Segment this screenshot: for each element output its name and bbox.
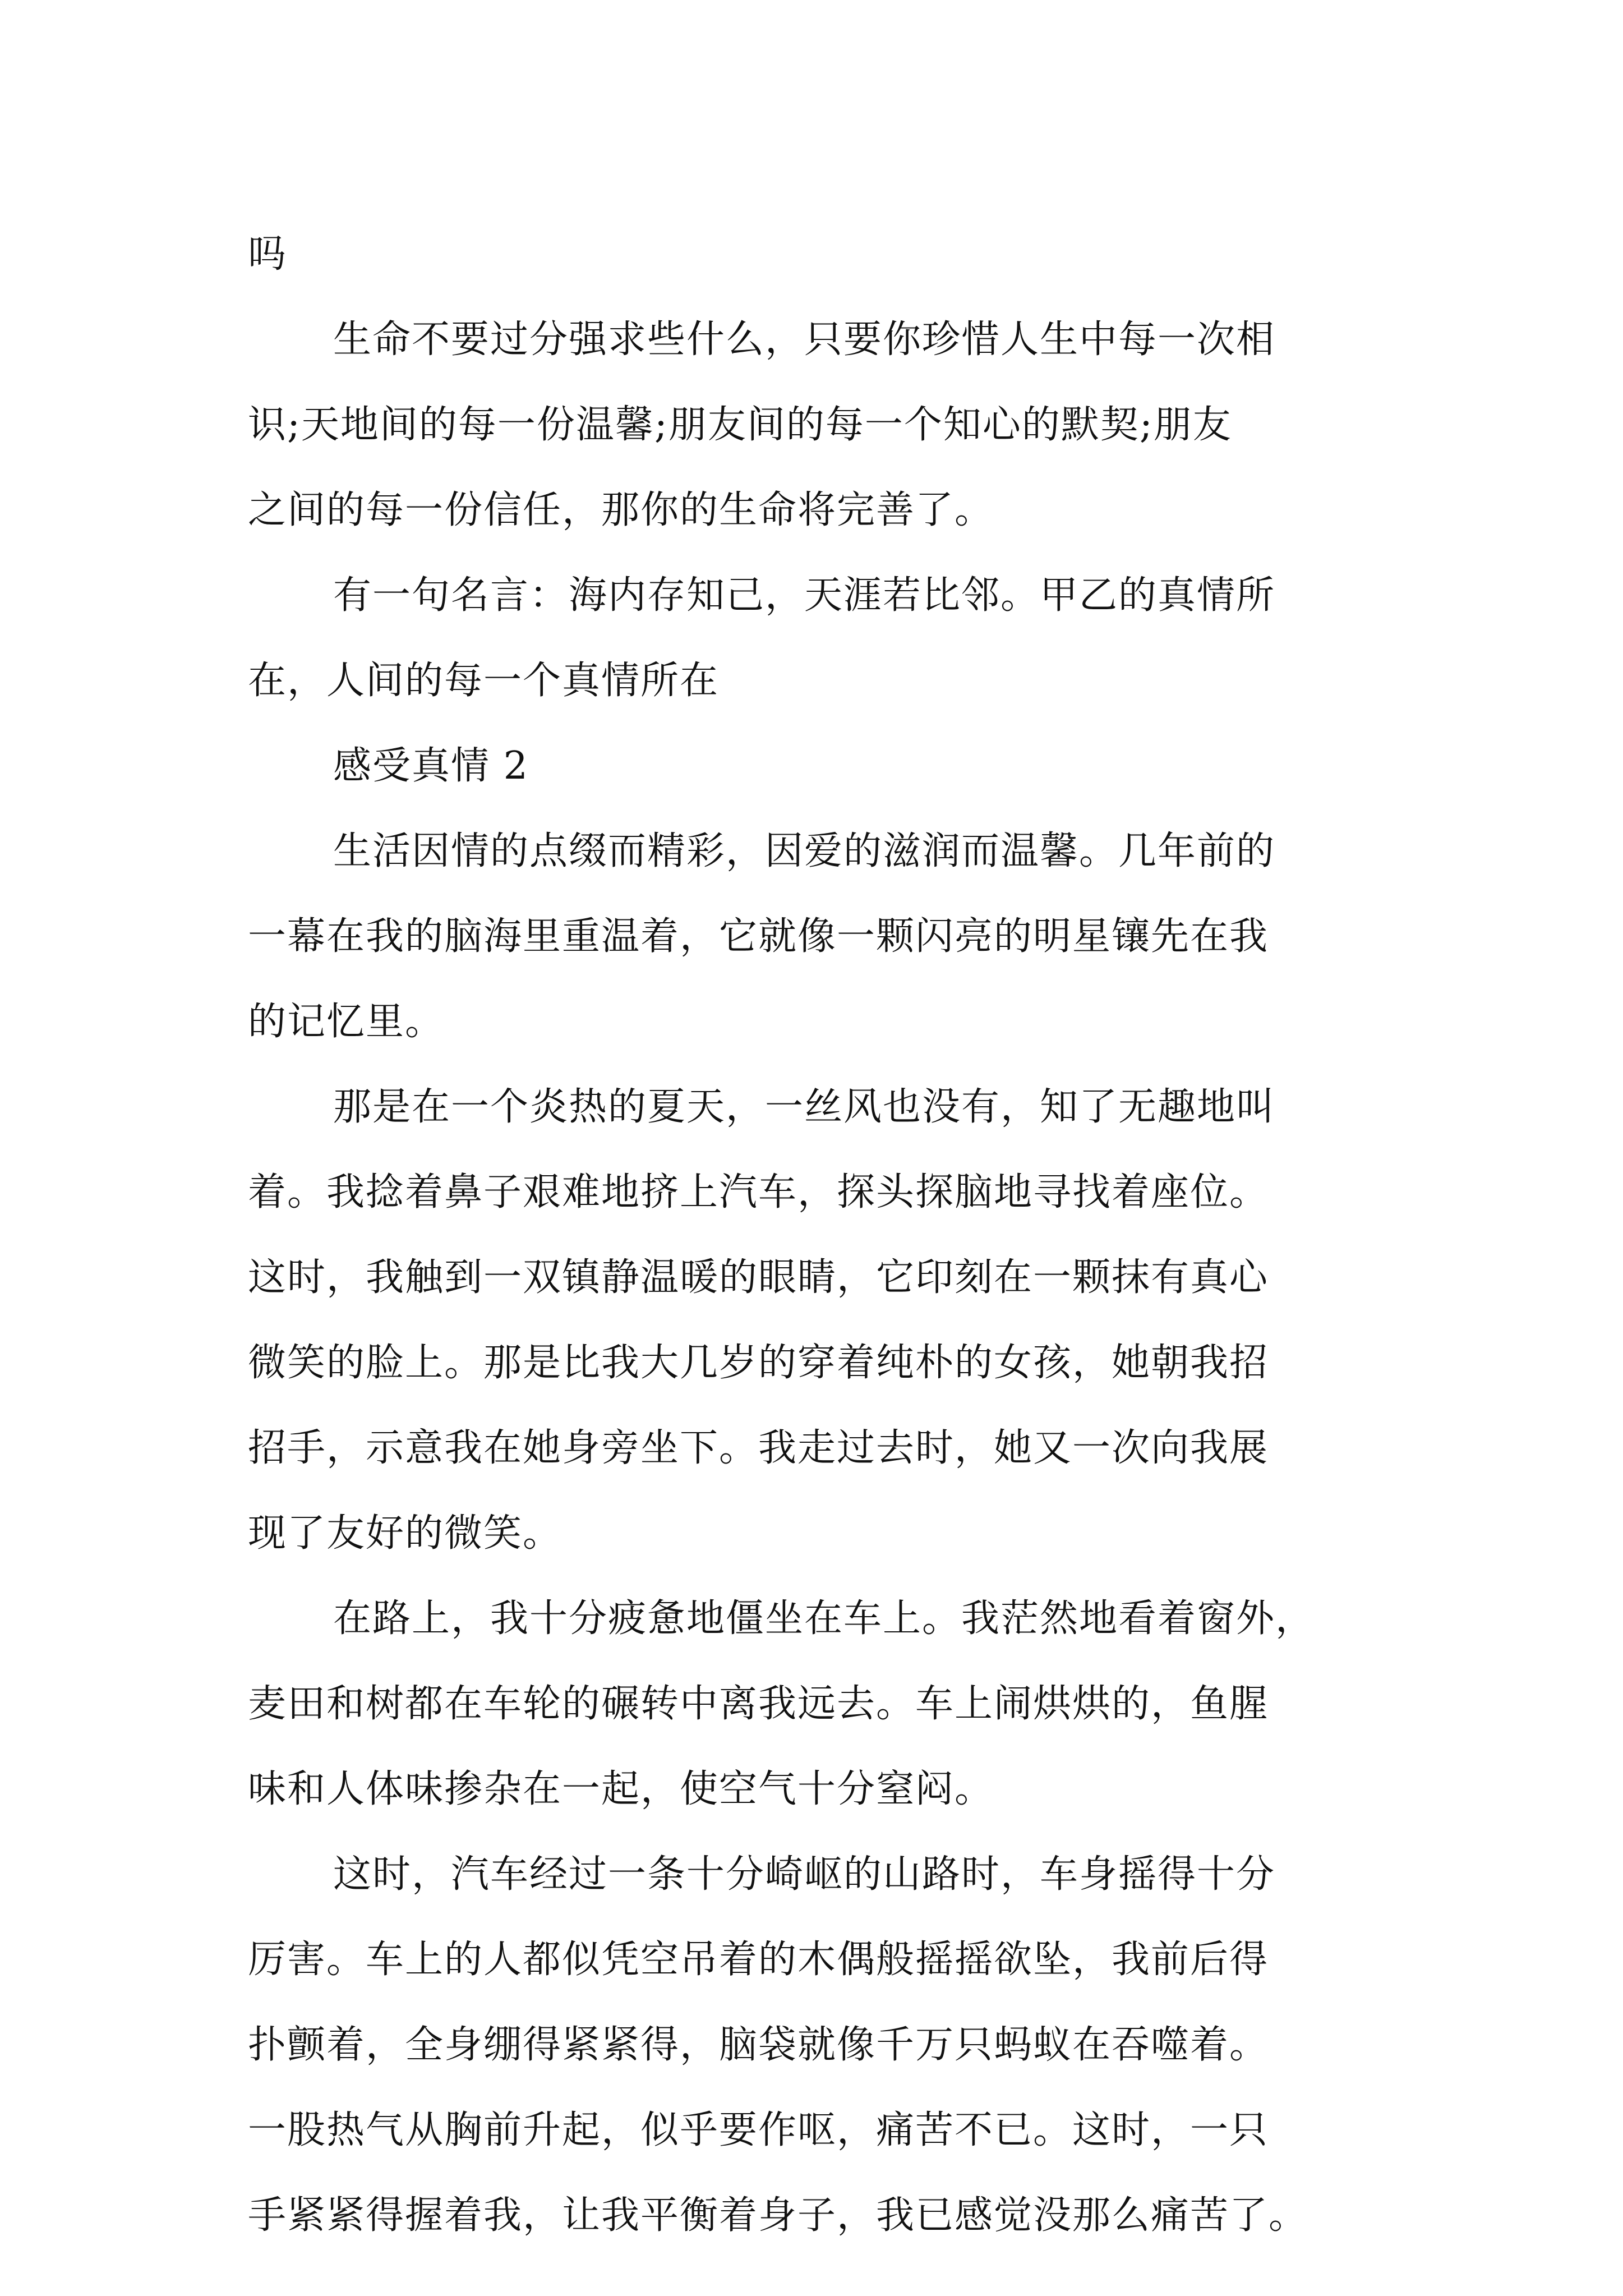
text-line: 识;天地间的每一份温馨;朋友间的每一个知心的默契;朋友 [248,403,1232,447]
text-line: 厉害。车上的人都似凭空吊着的木偶般摇摇欲坠，我前后得 [248,1938,1269,1982]
paragraph-start-line: 在路上，我十分疲惫地僵坐在车上。我茫然地看着窗外， [333,1596,1315,1641]
text-line: 麦田和树都在车轮的碾转中离我远去。车上闹烘烘的，鱼腥 [248,1682,1269,1726]
text-line: 微笑的脸上。那是比我大几岁的穿着纯朴的女孩，她朝我招 [248,1341,1269,1385]
text-line: 着。我捻着鼻子艰难地挤上汽车，探头探脑地寻找着座位。 [248,1170,1269,1214]
document-body [248,212,1392,2258]
text-line: 吗 [248,232,288,277]
paragraph-start-line: 生活因情的点缀而精彩，因爱的滋润而温馨。几年前的 [333,829,1276,873]
text-line: 一股热气从胸前升起，似乎要作呕，痛苦不已。这时，一只 [248,2108,1269,2152]
text-line: 扑颤着，全身绷得紧紧得，脑袋就像千万只蚂蚁在吞噬着。 [248,2023,1269,2067]
text-line: 之间的每一份信任，那你的生命将完善了。 [248,488,994,532]
text-line: 这时，我触到一双镇静温暖的眼睛，它印刻在一颗抹有真心 [248,1255,1269,1300]
text-line: 一幕在我的脑海里重温着，它就像一颗闪亮的明星镶先在我 [248,914,1269,959]
text-line: 在，人间的每一个真情所在 [248,659,720,703]
text-line: 招手，示意我在她身旁坐下。我走过去时，她又一次向我展 [248,1426,1269,1470]
text-line: 味和人体味掺杂在一起，使空气十分窒闷。 [248,1767,994,1811]
paragraph-start-line: 有一句名言：海内存知己，天涯若比邻。甲乙的真情所 [333,573,1276,618]
text-line: 的记忆里。 [248,1000,445,1044]
section-heading: 感受真情 2 [333,744,529,788]
text-line: 手紧紧得握着我，让我平衡着身子，我已感觉没那么痛苦了。 [248,2193,1308,2238]
paragraph-start-line: 生命不要过分强求些什么，只要你珍惜人生中每一次相 [333,318,1276,362]
paragraph-start-line: 这时，汽车经过一条十分崎岖的山路时，车身摇得十分 [333,1852,1276,1897]
text-line: 现了友好的微笑。 [248,1511,562,1556]
paragraph-start-line: 那是在一个炎热的夏天，一丝风也没有，知了无趣地叫 [333,1085,1276,1129]
